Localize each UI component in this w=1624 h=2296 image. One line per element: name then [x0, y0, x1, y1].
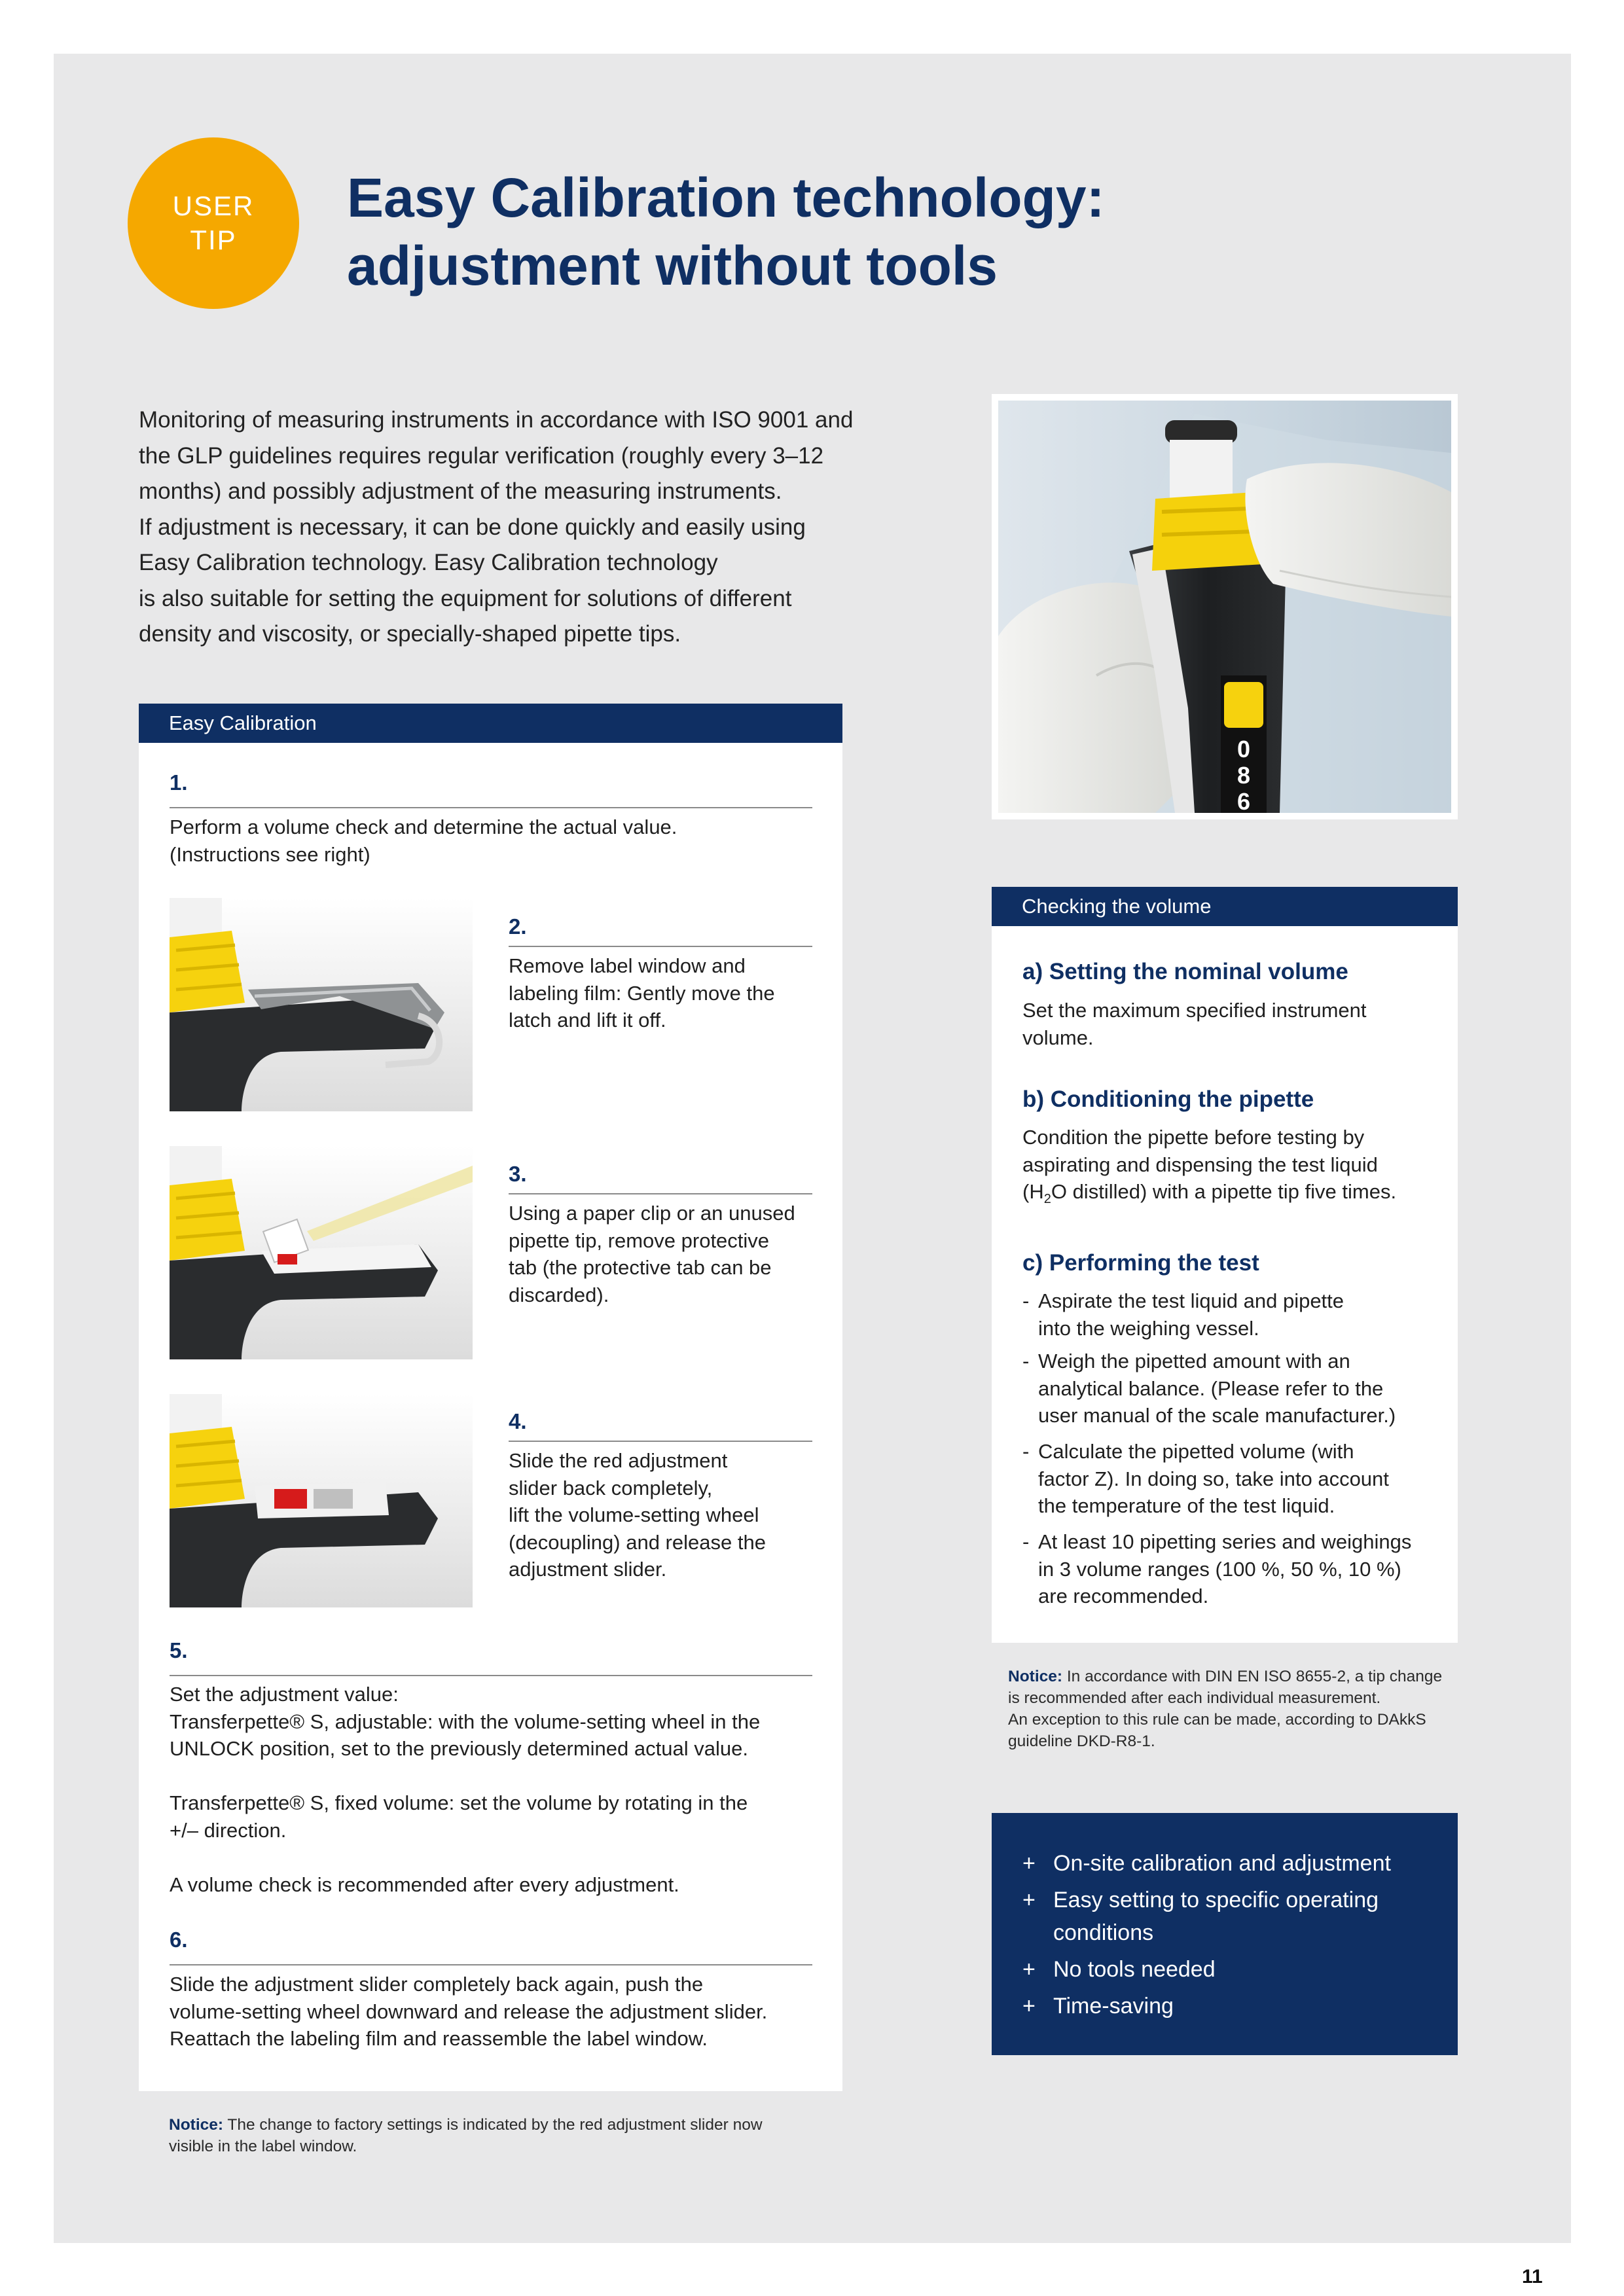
- plus-icon: +: [1022, 1957, 1036, 1982]
- step-4-line: adjustment slider.: [509, 1558, 667, 1581]
- text-line: Condition the pipette before testing by: [1022, 1126, 1365, 1149]
- pipette-hand-illustration: [998, 401, 1451, 813]
- setting-nominal-volume-heading: a) Setting the nominal volume: [1022, 959, 1348, 984]
- step-3-divider: [509, 1193, 812, 1194]
- step-4-line: slider back completely,: [509, 1476, 713, 1499]
- text-line: volume.: [1022, 1026, 1094, 1049]
- step-5-line: [170, 1763, 760, 1790]
- badge-line-2: TIP: [190, 224, 237, 255]
- step-4-text: [509, 1447, 766, 1583]
- pipette-latch-illustration: [170, 898, 473, 1111]
- text-part: (H: [1022, 1180, 1044, 1203]
- step-4-line: (decoupling) and release the: [509, 1530, 766, 1554]
- step-2-line: labeling film: Gently move the: [509, 981, 775, 1005]
- step-2-text: [509, 952, 775, 1034]
- step-1-line: Perform a volume check and determine the actual value.: [170, 816, 677, 838]
- subscript: 2: [1043, 1192, 1051, 1207]
- step-4-number: 4.: [509, 1409, 527, 1433]
- benefit-text: conditions: [1053, 1920, 1154, 1945]
- text-line: user manual of the scale manufacturer.): [1038, 1404, 1396, 1427]
- step-2-line: latch and lift it off.: [509, 1009, 666, 1031]
- step-3-line: pipette tip, remove protective: [509, 1229, 770, 1252]
- step-6-line: Reattach the labeling film and reassemble the label window.: [170, 2027, 708, 2050]
- easy-calibration-header: Easy Calibration: [139, 704, 842, 743]
- text-line: Set the maximum specified instrument: [1022, 999, 1367, 1022]
- intro-line: the GLP guidelines requires regular verification (roughly every 3–12: [139, 442, 824, 469]
- step-1-number: 1.: [170, 770, 188, 795]
- performing-test-heading: c) Performing the test: [1022, 1250, 1259, 1276]
- scale-digit: 8: [1236, 762, 1251, 789]
- step-5-line: [170, 1844, 760, 1871]
- checking-volume-box: [992, 887, 1458, 1643]
- step-2-line: Remove label window and: [509, 954, 746, 977]
- user-tip-badge: [128, 137, 299, 309]
- dash-icon: -: [1022, 1350, 1030, 1372]
- intro-line: is also suitable for setting the equipment for solutions of different: [139, 585, 792, 611]
- step-5-divider: [170, 1675, 812, 1676]
- step-6-divider: [170, 1964, 812, 1965]
- page-number: 11: [1522, 2266, 1543, 2287]
- notice-label: Notice:: [169, 2116, 224, 2134]
- step-4-divider: [509, 1441, 812, 1442]
- step-6-line: volume-setting wheel downward and release the adjustment slider.: [170, 2000, 768, 2023]
- intro-line: Easy Calibration technology. Easy Calibration technology: [139, 550, 718, 575]
- step-5-number: 5.: [170, 1638, 188, 1662]
- benefit-text: No tools needed: [1053, 1957, 1216, 1982]
- page-title: [347, 164, 1460, 300]
- step-5-line: +/– direction.: [170, 1818, 287, 1842]
- pipette-slider-illustration: [170, 1394, 473, 1607]
- text-line: Calculate the pipetted volume (with: [1038, 1440, 1354, 1463]
- pipette-photo: [998, 401, 1451, 813]
- step-4-line: lift the volume-setting wheel: [509, 1503, 759, 1526]
- text-line: At least 10 pipetting series and weighings: [1038, 1530, 1412, 1553]
- notice-text: guideline DKD-R8-1.: [1008, 1732, 1155, 1750]
- step-3-line: tab (the protective tab can be: [509, 1256, 772, 1279]
- step-5-line: UNLOCK position, set to the previously determined actual value.: [170, 1737, 748, 1760]
- text-line: the temperature of the test liquid.: [1038, 1494, 1335, 1517]
- intro-line: Monitoring of measuring instruments in accordance with ISO 9001 and: [139, 407, 854, 433]
- factory-settings-notice: [169, 2114, 763, 2157]
- plus-icon: +: [1022, 1851, 1036, 1876]
- text-line: aspirating and dispensing the test liquid: [1022, 1153, 1378, 1176]
- step-4-line: Slide the red adjustment: [509, 1449, 728, 1472]
- step-2-number: 2.: [509, 914, 527, 939]
- scale-digit: 0: [1236, 736, 1251, 762]
- conditioning-text: [1022, 1124, 1396, 1213]
- text-line: in 3 volume ranges (100 %, 50 %, 10 %): [1038, 1557, 1401, 1581]
- step-1-text: [170, 814, 677, 868]
- intro-line: months) and possibly adjustment of the measuring instruments.: [139, 478, 782, 504]
- text-part: O distilled) with a pipette tip five times.: [1051, 1180, 1397, 1203]
- text-line: into the weighing vessel.: [1038, 1316, 1259, 1340]
- notice-text: The change to factory settings is indicated by the red adjustment slider now: [223, 2116, 763, 2134]
- benefit-text: Easy setting to specific operating: [1053, 1888, 1379, 1912]
- benefit-text: On-site calibration and adjustment: [1053, 1851, 1391, 1876]
- title-line-2: adjustment without tools: [347, 235, 998, 296]
- pipette-photo-frame: [992, 394, 1458, 819]
- title-line-1: Easy Calibration technology:: [347, 167, 1105, 228]
- intro-line: density and viscosity, or specially-shaped pipette tips.: [139, 621, 681, 647]
- tip-change-notice: [1008, 1666, 1442, 1752]
- dash-icon: -: [1022, 1440, 1030, 1463]
- step-2-divider: [509, 946, 812, 947]
- step-3-line: discarded).: [509, 1283, 609, 1306]
- benefit-text: Time-saving: [1053, 1994, 1174, 2018]
- step-6-text: [170, 1971, 767, 2053]
- checking-volume-header: Checking the volume: [992, 887, 1458, 926]
- benefits-box: [992, 1813, 1458, 2055]
- intro-line: If adjustment is necessary, it can be done quickly and easily using: [139, 514, 806, 540]
- dash-icon: -: [1022, 1530, 1030, 1553]
- text-line: Aspirate the test liquid and pipette: [1038, 1289, 1344, 1312]
- notice-text: In accordance with DIN EN ISO 8655-2, a tip change: [1062, 1668, 1443, 1685]
- step-5-line: Transferpette® S, adjustable: with the volume-setting wheel in the: [170, 1710, 761, 1733]
- step-5-text: [170, 1681, 760, 1898]
- text-line: Weigh the pipetted amount with an: [1038, 1350, 1350, 1372]
- pipette-tab-illustration: [170, 1146, 473, 1359]
- scale-digit: 6: [1236, 788, 1251, 813]
- notice-label: Notice:: [1008, 1668, 1063, 1685]
- step-3-number: 3.: [509, 1162, 527, 1186]
- text-line: factor Z). In doing so, take into account: [1038, 1467, 1389, 1490]
- text-line: are recommended.: [1038, 1585, 1209, 1607]
- step-3-text: [509, 1200, 795, 1308]
- step-5-line: Set the adjustment value:: [170, 1683, 399, 1706]
- step-5-line: Transferpette® S, fixed volume: set the volume by rotating in the: [170, 1791, 748, 1814]
- step-1-divider: [170, 807, 812, 808]
- step-3-line: Using a paper clip or an unused: [509, 1202, 795, 1225]
- plus-icon: +: [1022, 1888, 1036, 1912]
- easy-calibration-box: [139, 704, 842, 2091]
- plus-icon: +: [1022, 1994, 1036, 2018]
- step-5-line: A volume check is recommended after every adjustment.: [170, 1873, 679, 1896]
- step-6-line: Slide the adjustment slider completely back again, push the: [170, 1973, 704, 1996]
- notice-text: visible in the label window.: [169, 2138, 357, 2155]
- step-6-number: 6.: [170, 1928, 188, 1952]
- step-2-image: [170, 898, 473, 1111]
- badge-line-1: USER: [172, 190, 255, 221]
- step-1-line: (Instructions see right): [170, 842, 370, 866]
- setting-nominal-volume-text: [1022, 997, 1367, 1051]
- text-line: [1022, 1178, 1396, 1213]
- conditioning-heading: b) Conditioning the pipette: [1022, 1086, 1314, 1112]
- notice-text: An exception to this rule can be made, according to DAkkS: [1008, 1711, 1426, 1729]
- text-line: analytical balance. (Please refer to the: [1038, 1376, 1384, 1400]
- step-4-image: [170, 1394, 473, 1607]
- step-3-image: [170, 1146, 473, 1359]
- notice-text: is recommended after each individual measurement.: [1008, 1689, 1381, 1707]
- dash-icon: -: [1022, 1289, 1030, 1312]
- intro-paragraph: [139, 403, 905, 653]
